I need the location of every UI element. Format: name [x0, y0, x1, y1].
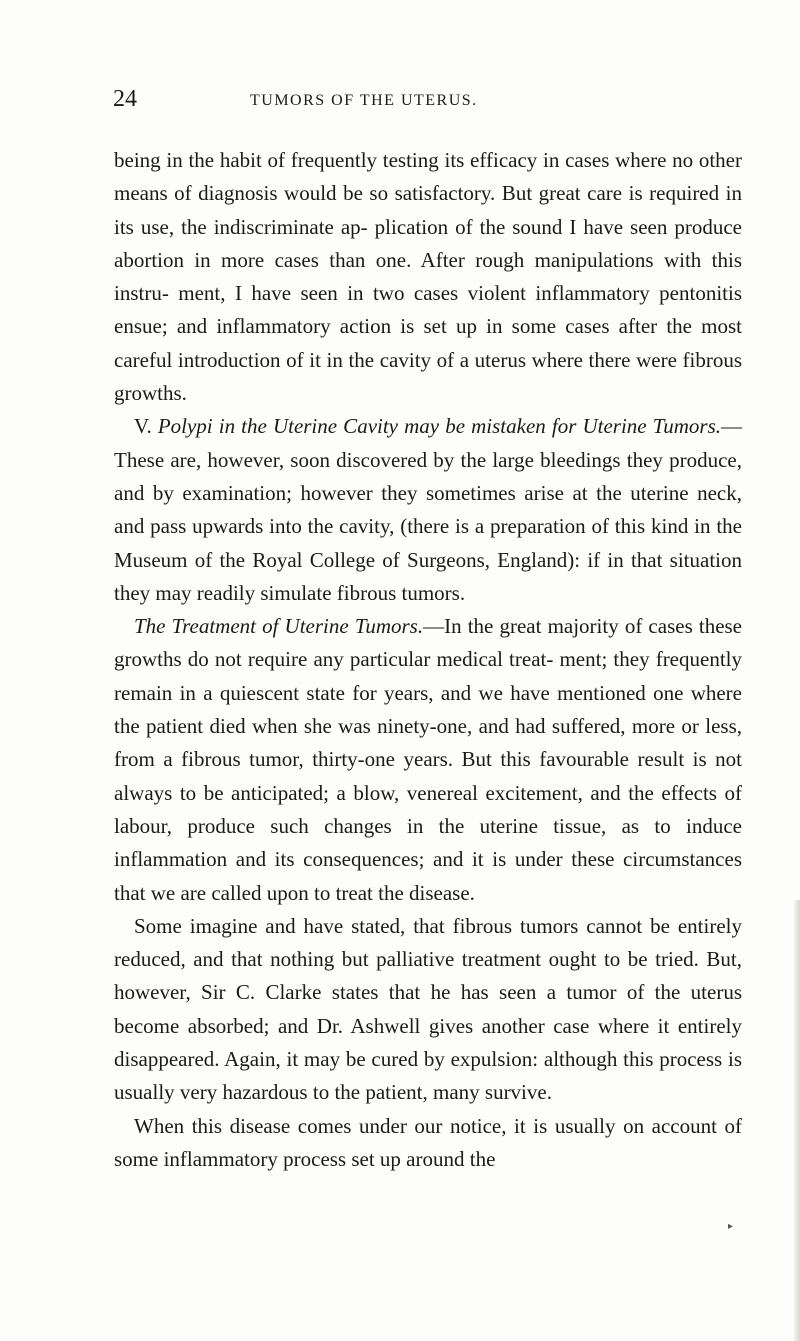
paragraph-1: being in the habit of frequently testing its efficacy in cases where no other means of diagnosis would be so satisfactory. But great care is required in its use, the indiscriminate ap- plication of the sound I have seen produce abortion in more cases than one. After rough manipulations with this instru- ment, I have seen in two cases violent inflammatory pentonitis ensue; and inflammatory action is set up in some cases after the most careful introduction of it in the cavity of a uterus where there were fibrous growths. [114, 148, 742, 406]
section-heading-polypi: Polypi in the Uterine Cavity may be mistaken for Uterine Tumors. [157, 414, 722, 439]
paragraph-2 [114, 410, 742, 610]
paragraph-2-text: —These are, however, soon discovered by the large bleedings they produce, and by examination; however they sometimes arise at the uterine neck, and pass upwards into the cavity, (there is a preparation of this kind in the Museum of the Royal College of Surgeons, England): if in that situation they may readily simulate fibrous tumors. [114, 414, 743, 605]
body-text [114, 144, 742, 1176]
section-numeral: V. [134, 414, 152, 439]
running-title: TUMORS OF THE UTERUS. [250, 92, 478, 109]
page-number: 24 [113, 86, 137, 112]
paragraph-3-text: —In the great majority of cases these growths do not require any particular medical treat- ment; they frequently remain in a quiescent state for years, and we have mentioned one where the patient died when she was ninety-one, and had suffered, more or less, from a fibrous tumor, thirty-one years. But this favourable result is not always to be anticipated; a blow, venereal excitement, and the effects of labour, produce such changes in the uterine tissue, as to induce inflammation and its consequences; and it is under these circumstances that we are called upon to treat the disease. [114, 614, 743, 905]
scan-mark: ▸ [728, 1221, 734, 1232]
paragraph-3 [114, 610, 742, 910]
page-edge-shadow [794, 900, 800, 1341]
section-heading-treatment: The Treatment of Uterine Tumors. [134, 614, 424, 639]
paragraph-5: When this disease comes under our notice, it is usually on account of some inflammatory process set up around the [114, 1113, 742, 1171]
paragraph-4: Some imagine and have stated, that fibrous tumors cannot be entirely reduced, and that nothing but palliative treatment ought to be tried. But, however, Sir C. Clarke states that he has seen a tumor of the uterus become absorbed; and Dr. Ashwell gives another case where it entirely disappeared. Again, it may be cured by expulsion: although this process is usually very hazardous to the patient, many survive. [114, 913, 742, 1105]
